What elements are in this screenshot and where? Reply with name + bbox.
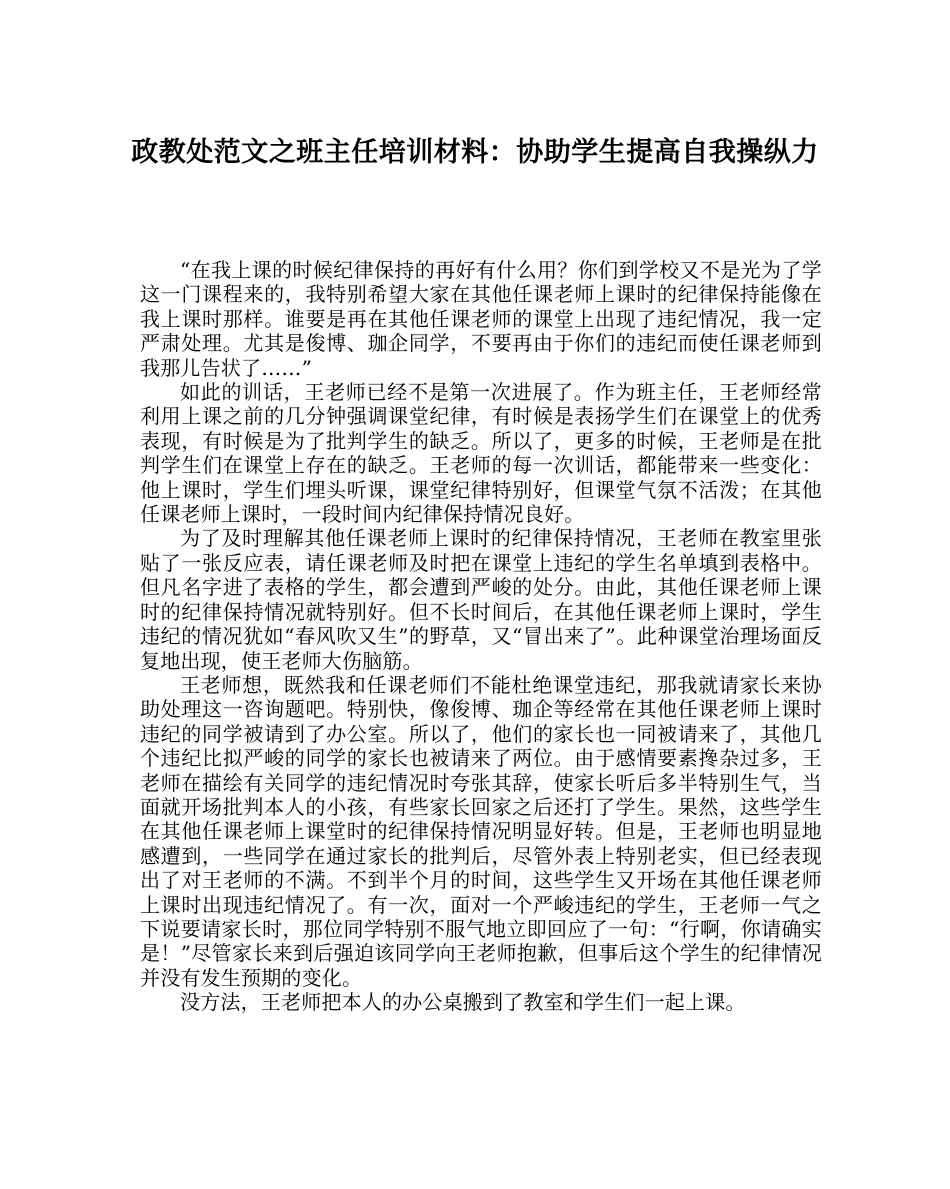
paragraph: 如此的训话，王老师已经不是第一次进展了。作为班主任，王老师经常利用上课之前的几分钟强调课堂纪律，有时候是表扬学生们在课堂上的优秀表现，有时候是为了批判学生的缺乏。所以了，更多的时候，王老师是在批判学生们在课堂上存在的缺乏。王老师的每一次训话，都能带来一些变化：他上课时，学生们埋头听课，课堂纪律特别好，但课堂气氛不活泼；在其他任课老师上课时，一段时间内纪律保持情况良好。 bbox=[140, 380, 822, 527]
document-title: 政教处范文之班主任培训材料：协助学生提高自我操纵力 bbox=[131, 137, 819, 168]
document-body bbox=[140, 258, 822, 1015]
paragraph: “在我上课的时候纪律保持的再好有什么用？你们到学校又不是光为了学这一门课程来的，我特别希望大家在其他任课老师上课时的纪律保持能像在我上课时那样。谁要是再在其他任课老师的课堂上出现了违纪情况，我一定严肃处理。尤其是俊博、珈企同学，不要再由于你们的违纪而使任课老师到我那儿告状了……” bbox=[140, 258, 822, 380]
paragraph: 王老师想，既然我和任课老师们不能杜绝课堂违纪，那我就请家长来协助处理这一咨询题吧。特别快，像俊博、珈企等经常在其他任课老师上课时违纪的同学被请到了办公室。所以了，他们的家长也一同被请来了，其他几个违纪比拟严峻的同学的家长也被请来了两位。由于感情要素搀杂过多，王老师在描绘有关同学的违纪情况时夸张其辞，使家长听后多半特别生气，当面就开场批判本人的小孩，有些家长回家之后还打了学生。果然，这些学生在其他任课老师上课堂时的纪律保持情况明显好转。但是，王老师也明显地感遭到，一些同学在通过家长的批判后，尽管外表上特别老实，但已经表现出了对王老师的不满。不到半个月的时间，这些学生又开场在其他任课老师上课时出现违纪情况了。有一次，面对一个严峻违纪的学生，王老师一气之下说要请家长时，那位同学特别不服气地立即回应了一句：“行啊，你请确实是！”尽管家长来到后强迫该同学向王老师抱歉，但事后这个学生的纪律情况并没有发生预期的变化。 bbox=[140, 672, 822, 990]
paragraph: 为了及时理解其他任课老师上课时的纪律保持情况，王老师在教室里张贴了一张反应表，请任课老师及时把在课堂上违纪的学生名单填到表格中。但凡名字进了表格的学生，都会遭到严峻的处分。由此，其他任课老师上课时的纪律保持情况就特别好。但不长时间后，在其他任课老师上课时，学生违纪的情况犹如“春风吹又生”的野草，又“冒出来了”。此种课堂治理场面反复地出现，使王老师大伤脑筋。 bbox=[140, 526, 822, 673]
paragraph: 没方法，王老师把本人的办公桌搬到了教室和学生们一起上课。 bbox=[180, 990, 746, 1015]
